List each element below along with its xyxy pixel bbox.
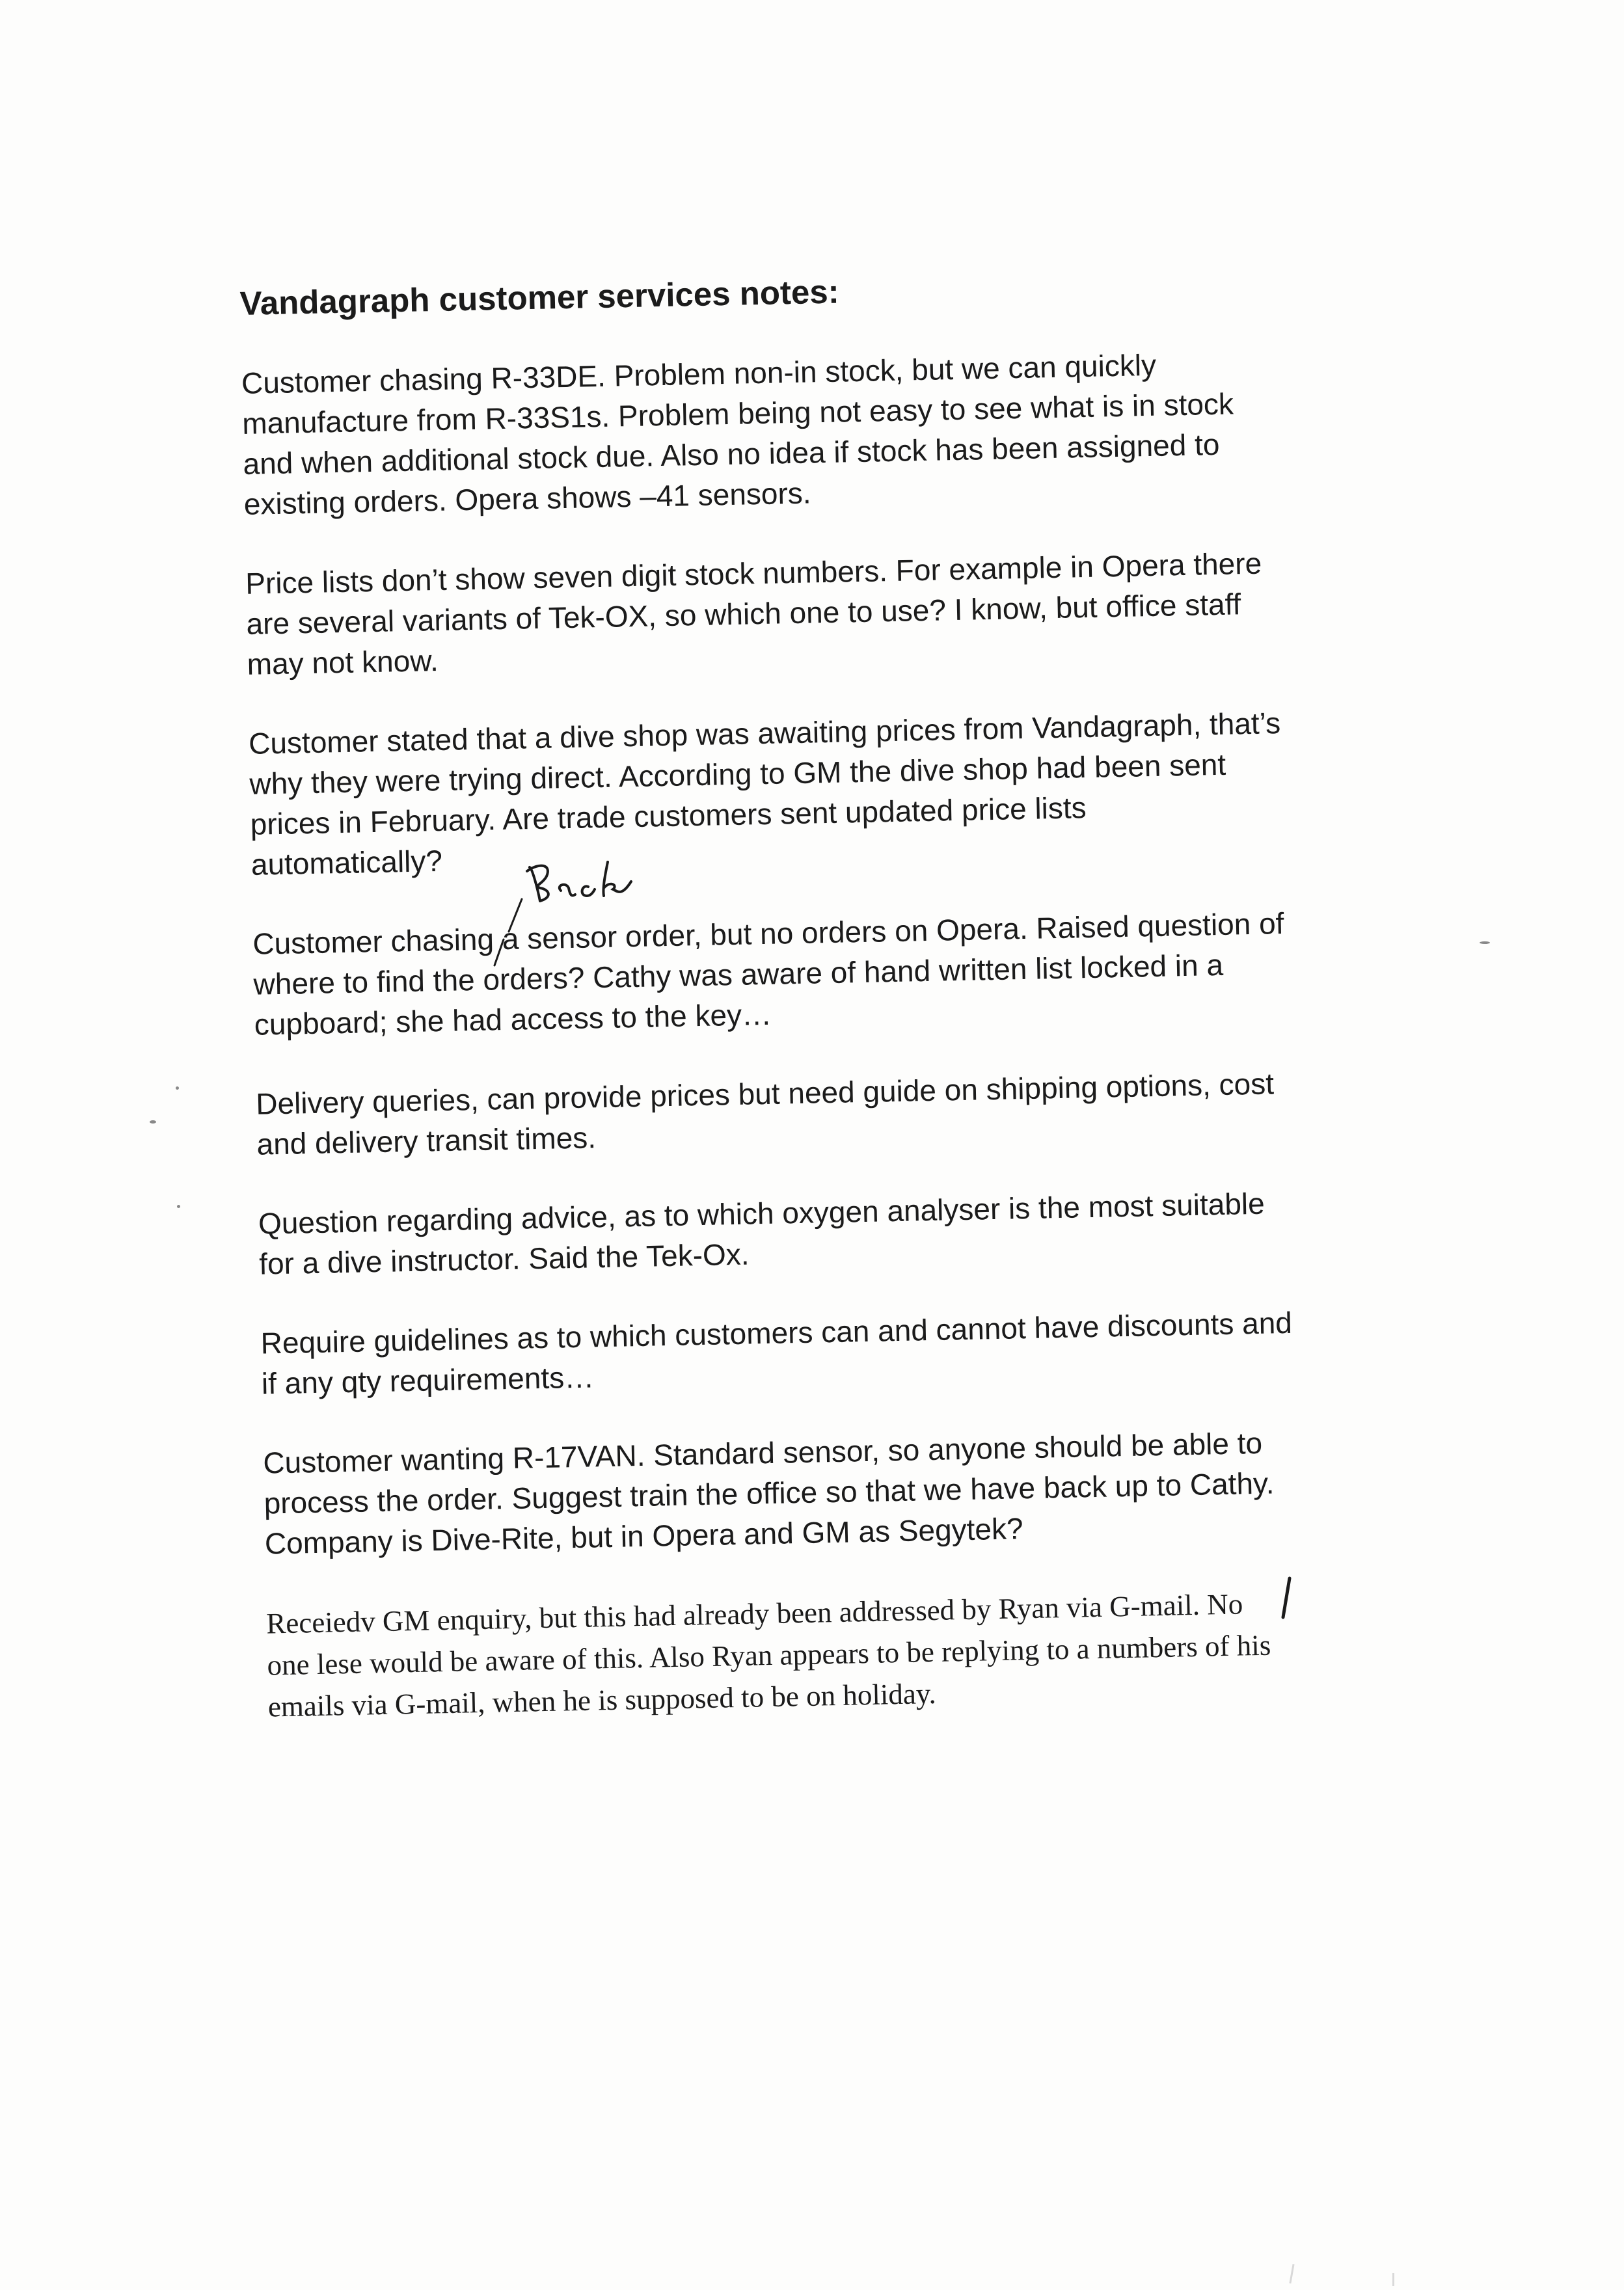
text-line: if any qty requirements… — [261, 1360, 595, 1401]
paragraph-gm-enquiry — [266, 1580, 1426, 1728]
insertion-tick-mark — [489, 937, 506, 969]
scan-speck — [177, 1205, 180, 1208]
handwritten-back-annotation — [521, 849, 638, 908]
text-line: and delivery transit times. — [256, 1120, 597, 1161]
text-line: Question regarding advice, as to which oxygen analyser is the most suitable — [258, 1186, 1265, 1241]
text-line: Customer chasing a sensor order, but no orders on Opera. Raised question of — [252, 906, 1284, 961]
text-line: Require guidelines as to which customers can and cannot have discounts and — [260, 1305, 1293, 1360]
insertion-caret-mark — [505, 896, 524, 936]
text-line: Receiedv GM enquiry, but this had already been addressed by Ryan via G-mail. No — [265, 1587, 1243, 1640]
correction-strike-mark — [1277, 1576, 1296, 1621]
scan-speck — [176, 1086, 179, 1090]
text-line: for a dive instructor. Said the Tek-Ox. — [258, 1237, 750, 1281]
paragraph-r17van — [263, 1420, 1423, 1564]
scan-edge-line — [1289, 2264, 1294, 2283]
text-line: and when additional stock due. Also no idea if stock has been assigned to — [243, 427, 1220, 481]
paragraph-discounts — [260, 1300, 1420, 1404]
document-title: Vandagraph customer services notes: — [239, 273, 840, 322]
scan-edge-line — [1392, 2273, 1394, 2286]
text-line: automatically? — [250, 843, 443, 882]
text-line: prices in February. Are trade customers sent updated price lists — [250, 790, 1087, 841]
text-line: emails via G-mail, when he is supposed to be on holiday. — [267, 1677, 937, 1723]
text-line: may not know. — [247, 643, 439, 681]
text-line: Customer chasing R-33DE. Problem non-in stock, but we can quickly — [241, 347, 1157, 400]
scan-speck — [1480, 941, 1490, 944]
text-line: Customer stated that a dive shop was awaiting prices from Vandagraph, that’s — [248, 706, 1281, 761]
document-body — [239, 260, 1427, 1766]
paragraph-oxygen-analyser — [258, 1180, 1417, 1284]
text-line: Customer wanting R-17VAN. Standard sensor, so anyone should be able to — [262, 1425, 1263, 1480]
text-line: one lese would be aware of this. Also Ryan appears to be replying to a numbers of his — [267, 1628, 1271, 1682]
text-line: existing orders. Opera shows –41 sensors. — [243, 476, 812, 521]
text-line: where to find the orders? Cathy was aware of hand written list locked in a — [253, 947, 1224, 1001]
text-line: why they were trying direct. According to GM the dive shop had been sent — [249, 747, 1226, 801]
text-line: process the order. Suggest train the office so that we have back up to Cathy. — [264, 1466, 1275, 1520]
paragraph-sensor-order — [252, 900, 1413, 1045]
paragraph-delivery-queries — [256, 1060, 1415, 1165]
scan-speck — [150, 1120, 156, 1124]
paragraph-dive-shop — [249, 700, 1410, 885]
text-line: cupboard; she had access to the key… — [254, 997, 772, 1042]
text-line: Price lists don’t show seven digit stock numbers. For example in Opera there — [245, 546, 1262, 600]
paragraph-stock-chasing — [241, 340, 1402, 524]
text-line: manufacture from R-33S1s. Problem being not easy to see what is in stock — [241, 386, 1234, 440]
text-line: are several variants of Tek-OX, so which one to use? I know, but office staff — [245, 587, 1241, 641]
paragraph-price-lists — [245, 540, 1405, 684]
text-line: Delivery queries, can provide prices but need guide on shipping options, cost — [255, 1066, 1275, 1121]
text-line: Company is Dive-Rite, but in Opera and GM as Segytek? — [264, 1511, 1024, 1561]
